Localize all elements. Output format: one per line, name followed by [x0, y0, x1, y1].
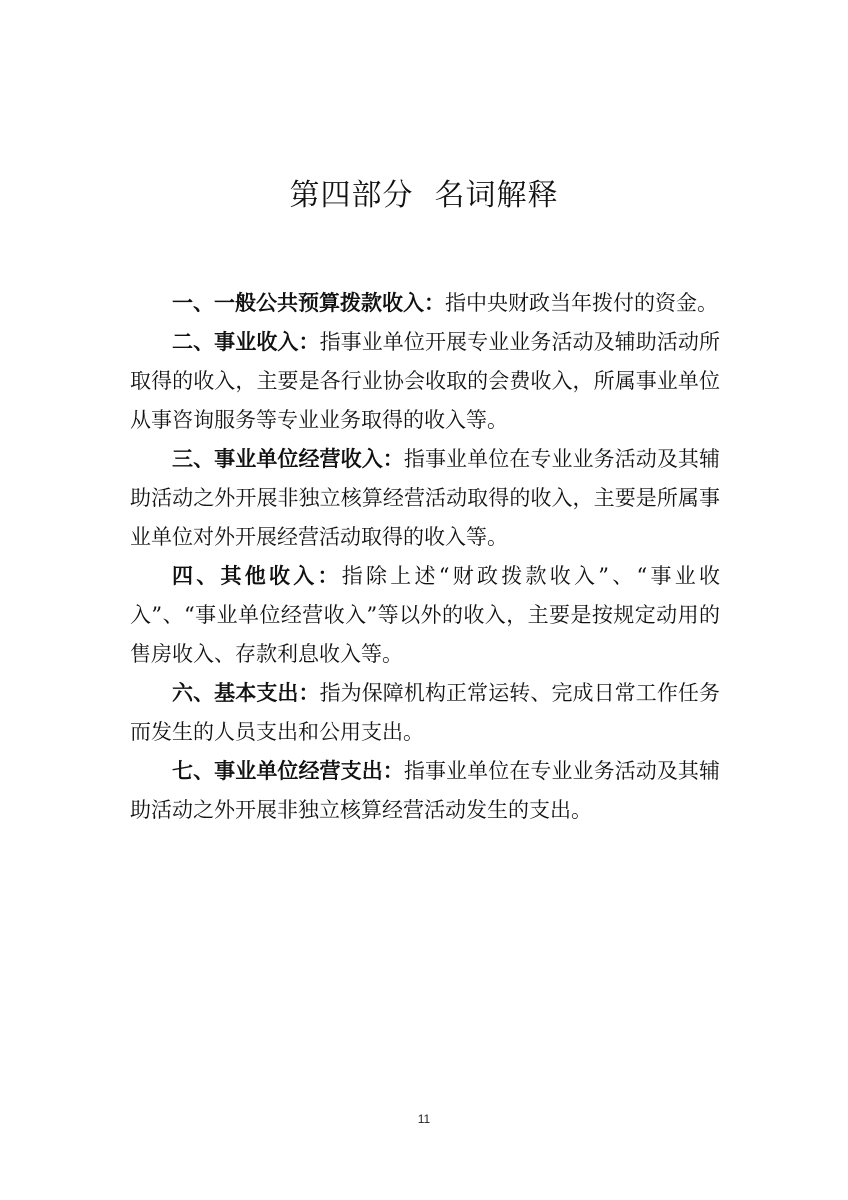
definition-paragraph: [130, 284, 720, 323]
definition-term: 四、其他收入：: [172, 564, 342, 588]
definition-text: 指事业单位开展专业业务活动及辅助活动所取得的收入，主要是各行业协会收取的会费收入，所属事业单位从事咨询服务等专业业务取得的收入等。: [130, 330, 721, 432]
definition-term: 二、事业收入：: [172, 330, 320, 354]
page-number: 11: [417, 1112, 431, 1126]
page-title: 第四部分 名词解释: [289, 178, 559, 213]
definition-paragraph: [130, 440, 720, 557]
definition-text: 指中央财政当年拨付的资金。: [445, 291, 718, 315]
definitions-body: [130, 284, 720, 830]
definition-term: 三、事业单位经营收入：: [172, 447, 404, 471]
definition-paragraph: [130, 752, 720, 830]
definition-text: 指除上述“财政拨款收入”、“事业收入”、“事业单位经营收入”等以外的收入，主要是按规定动用的售房收入、存款利息收入等。: [130, 564, 720, 666]
definition-text: 指事业单位在专业业务活动及其辅助活动之外开展非独立核算经营活动发生的支出。: [130, 759, 721, 822]
definition-paragraph: [130, 557, 720, 674]
definition-text: 指事业单位在专业业务活动及其辅助活动之外开展非独立核算经营活动取得的收入，主要是所属事业单位对外开展经营活动取得的收入等。: [130, 447, 721, 549]
definition-term: 一、一般公共预算拨款收入：: [172, 291, 445, 315]
definition-term: 六、基本支出：: [172, 681, 320, 705]
definition-term: 七、事业单位经营支出：: [172, 759, 404, 783]
definition-paragraph: [130, 674, 720, 752]
definition-text: 指为保障机构正常运转、完成日常工作任务而发生的人员支出和公用支出。: [130, 681, 721, 744]
definition-paragraph: [130, 323, 720, 440]
